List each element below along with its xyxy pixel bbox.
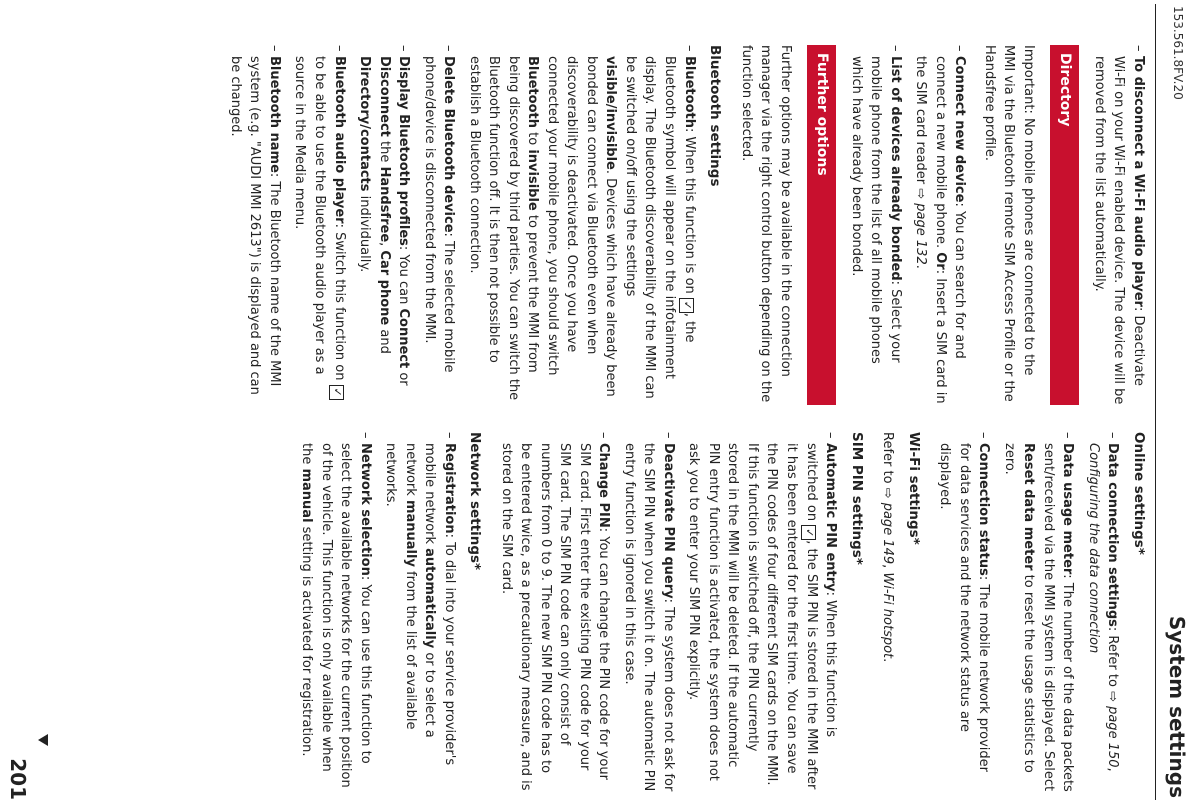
header-rule: [1155, 4, 1156, 800]
chapter-title: System settings: [1165, 615, 1189, 798]
paragraph: Further options may be available in the connection manager via the right control button depending on the function selected.: [739, 45, 793, 403]
list-item: – Data usage meter: The number of the data packets sent/received via the MMI system is displayed. Select Reset data meter to reset the usage statistics to zero.: [1000, 432, 1078, 792]
page-link[interactable]: page 149: [880, 502, 896, 565]
paragraph: Refer to ⇨ page 149, Wi-Fi hotspot.: [880, 432, 896, 663]
checkbox-icon: ✓: [801, 525, 816, 540]
page-number: 201: [6, 758, 31, 800]
subsection-heading: Online settings*: [1131, 432, 1147, 555]
subsection-heading: SIM PIN settings*: [849, 432, 865, 565]
page-link[interactable]: page 132: [913, 203, 929, 265]
paragraph: Important: No mobile phones are connected to the MMI via the Bluetooth remote SIM Access Profile or the Handsfree profile.: [982, 45, 1036, 402]
right-column: [291, 432, 1148, 792]
section-banner-further-options: Further options: [807, 45, 837, 405]
checkbox-icon: ✓: [329, 385, 344, 400]
subsection-heading: Bluetooth settings: [707, 45, 724, 187]
list-item: – Delete Bluetooth device: The selected mobile phone/device is disconnected from the MMI.: [420, 45, 459, 405]
document-id: 153.561.8FV.20: [1171, 6, 1185, 100]
list-item: – Connection status: The mobile network provider for data services and the network status are displayed.: [935, 432, 994, 792]
left-column: [220, 45, 1149, 405]
continue-arrow-icon: [38, 734, 48, 746]
list-item: – Bluetooth name: The Bluetooth name of the MMI system (e.g. "AUDI MMI 2613") is displayed and can be changed.: [226, 45, 285, 405]
subsection-heading: Network settings*: [467, 432, 484, 571]
list-item: – Data connection settings: Refer to ⇨ page 150, Configuring the data connection: [1084, 432, 1123, 792]
subsection-heading: Wi-Fi settings*: [906, 432, 922, 545]
page-link[interactable]: page 150: [1105, 706, 1121, 768]
checkbox-icon: ✓: [679, 298, 694, 313]
section-banner-directory: Directory: [1050, 45, 1080, 405]
item-term: To disconnect a Wi-Fi audio player: [1131, 56, 1146, 307]
list-item: – Deactivate PIN query: The system does not ask for the SIM PIN when you switch it on. The automatic PIN entry function is ignored in this case.: [620, 432, 679, 792]
list-item: – Automatic PIN entry: When this function is switched on ✓, the SIM PIN is stored in the MMI after it has been entered for the first time. You can save the PIN codes of four different SIM cards on the MMI. If this function is switched off, the PIN currently stored in the MMI will be deleted. If the automatic PIN entry function is activated, the system does not ask you to enter your SIM PIN explicitly.: [684, 432, 841, 792]
list-item: – Display Bluetooth profiles: You can Connect or Disconnect the Handsfree, Car phone and Directory/contacts individually.: [355, 45, 414, 405]
list-item: – Registration: To dial into your service provider's mobile network automatically or to select a network manually from the list of available networks.: [381, 432, 459, 792]
list-item: – Bluetooth: When this function is on ✓, the Bluetooth symbol will appear on the infotainment display. The Bluetooth discoverability of the MMI can be switched on/off using the settings visible/invisible. Devices which have already been bonded can connect via Bluetooth even when discoverability is deactivated. Once you have connected your mobile phone, you should switch Bluetooth to invisible to prevent the MMI from being discovered by third parties. You can switch the Bluetooth function off. It is then not possible to establish a Bluetooth connection.: [465, 45, 700, 405]
list-item: – To disconnect a Wi-Fi audio player: Deactivate Wi-Fi on your Wi-Fi enabled device. The device will be removed from the list automatically.: [1090, 45, 1149, 405]
list-item: – Change PIN: You can change the PIN code for your SIM card. First enter the existing PIN code for your SIM card. The SIM PIN code can only consist of numbers from 0 to 9. The new SIM PIN code has to be entered twice, as a precautionary measure, and is stored on the SIM card.: [497, 432, 614, 792]
list-item: – List of devices already bonded: Select your mobile phone from the list of all mobile phones which have already been bonded.: [847, 45, 906, 405]
list-item: – Network selection: You can use this function to select the available networks for the current position of the vehicle. This function is only available when the manual setting is activated for registration.: [297, 432, 375, 792]
list-item: – Bluetooth audio player: Switch this function on ✓ to be able to use the Bluetooth audio player as a source in the Media menu.: [290, 45, 349, 405]
list-item: – Connect new device: You can search for and connect a new mobile phone. Or: Insert a SIM card in the SIM card reader ⇨ page 132.: [911, 45, 970, 405]
